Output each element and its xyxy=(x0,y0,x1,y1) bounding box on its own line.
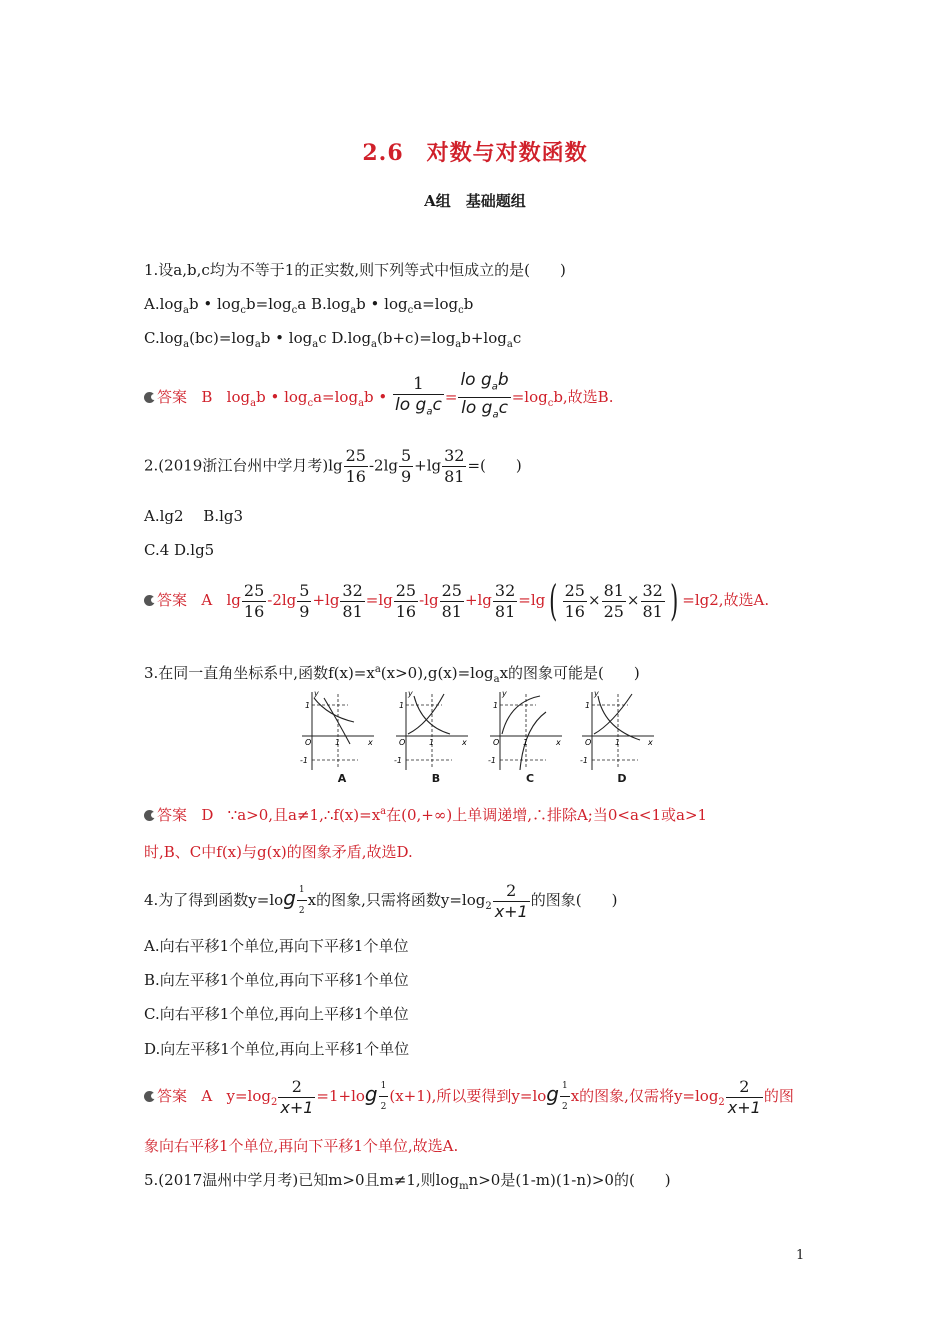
q3-answer-line2: 时,B、C中f(x)与g(x)的图象矛盾,故选D. xyxy=(144,843,413,861)
y-tick-one: 1 xyxy=(305,701,311,710)
q3-answer-line1: 答案 D ∵a>0,且$a\ne 1,\therefore f(x)=x^a$在(0,+∞)上单调递增,∴排除A;当0<a<1或a>1 xyxy=(144,802,707,825)
page-title: 2.6 对数与对数函数 xyxy=(362,140,588,166)
q2-options-ab: A.lg2 B.lg3 xyxy=(144,507,244,525)
answer-icon xyxy=(144,1091,155,1102)
q3-graph-label-a: A xyxy=(337,772,347,785)
origin-label: O xyxy=(585,738,592,747)
q1-stem: 1.设a,b,c均为不等于1的正实数,则下列等式中恒成立的是( ) xyxy=(144,261,566,279)
answer-icon xyxy=(144,595,155,606)
x-axis-label: x xyxy=(648,738,653,747)
q2-options-cd: C.4 D.lg5 xyxy=(144,541,215,559)
y-tick-one: 1 xyxy=(585,701,591,710)
section-subtitle: A组 基础题组 xyxy=(424,192,526,210)
origin-label: O xyxy=(305,738,312,747)
q3-graph-label-c: C xyxy=(525,772,535,785)
q3-stem: 3.在同一直角坐标系中,函数$f(x)=x^a(x>0),g(x)=\log_ax$的图象可能是( ) xyxy=(144,664,640,685)
q2-answer: 答案 A lg $\frac{25}{16}$ -2lg $\frac{5}{9}$ +lg $\frac{32}{81}$ =lg $\frac{25}{16}$ -lg $\frac{25}{81}$ +lg $\frac{32}{81}$ =lg( $\frac{25}{16}$ × $\frac{81}{25}$ × $\frac{32}{81}$ ) =lg2,故选A. xyxy=(144,580,769,622)
q4-option-d: D.向左平移1个单位,再向上平移1个单位 xyxy=(144,1040,410,1058)
q1-answer: 答案 B $\log_ab$ • $\log_ca=\log_ab$ • $\frac{1}{lo g_ac}$ = $\frac{lo g_ab}{lo g_ac}$ $=\log_cb$,故选B. xyxy=(144,370,613,426)
y-tick-neg-one: -1 xyxy=(300,756,308,765)
x-tick-one: 1 xyxy=(615,738,621,747)
q1-options-cd: $C.\log_a(bc)=\log_ab$ • $\log_ac$ $D.\log_a(b+c)=\log_ab+\log_ac$ xyxy=(144,329,522,350)
q1-fraction-1: $\frac{1}{lo g_ac}$ xyxy=(393,374,444,422)
y-tick-one: 1 xyxy=(493,701,499,710)
y-tick-one: 1 xyxy=(399,701,405,710)
x-axis-label: x xyxy=(462,738,467,747)
q3-graph-label-d: D xyxy=(617,772,627,785)
q1-fraction-2: $\frac{lo g_ab}{lo g_ac}$ xyxy=(458,370,510,426)
q4-option-b: B.向左平移1个单位,再向下平移1个单位 xyxy=(144,971,409,989)
x-tick-one: 1 xyxy=(429,738,435,747)
x-tick-one: 1 xyxy=(523,738,529,747)
q4-stem: 4.为了得到函数y=log $\frac{1}{2}$ x的图象,只需将函数$y=\log_2$ $\frac{2}{x+1}$ 的图象( ) xyxy=(144,880,618,921)
y-tick-neg-one: -1 xyxy=(488,756,496,765)
y-tick-neg-one: -1 xyxy=(394,756,402,765)
y-tick-neg-one: -1 xyxy=(580,756,588,765)
q3-graph-label-b: B xyxy=(431,772,441,785)
y-axis-label: y xyxy=(408,689,413,698)
page-number: 1 xyxy=(796,1248,805,1263)
answer-icon xyxy=(144,392,155,403)
origin-label: O xyxy=(493,738,500,747)
x-axis-label: x xyxy=(368,738,373,747)
q1-options-ab: $A.\log_ab$ • $\log_cb=\log_ca$ $B.\log_ab$ • $\log_ca=\log_cb$ xyxy=(144,295,474,316)
q4-option-c: C.向右平移1个单位,再向上平移1个单位 xyxy=(144,1005,409,1023)
y-axis-label: y xyxy=(594,689,599,698)
q2-stem: 2.(2019浙江台州中学月考)lg $\frac{25}{16}$ -2lg $\frac{5}{9}$ +lg $\frac{32}{81}$ =( ) xyxy=(144,446,522,486)
x-tick-one: 1 xyxy=(335,738,341,747)
y-axis-label: y xyxy=(502,689,507,698)
q4-option-a: A.向右平移1个单位,再向下平移1个单位 xyxy=(144,937,409,955)
answer-icon xyxy=(144,810,155,821)
q4-answer-line1: 答案 A $y=\log_2$ $\frac{2}{x+1}$ =1+log $\frac{1}{2}$ (x+1),所以要得到y=log $\frac{1}{2}$ x的图象,仅需将$y=\log_2$ $\frac{2}{x+1}$ 的图 xyxy=(144,1076,794,1118)
q4-answer-line2: 象向右平移1个单位,再向下平移1个单位,故选A. xyxy=(144,1137,459,1155)
origin-label: O xyxy=(399,738,406,747)
q5-stem: 5.(2017温州中学月考)已知m>0且m≠1,则$\log_mn>0$是(1-m)(1-n)>0的( ) xyxy=(144,1171,671,1192)
y-axis-label: y xyxy=(314,689,319,698)
x-axis-label: x xyxy=(556,738,561,747)
